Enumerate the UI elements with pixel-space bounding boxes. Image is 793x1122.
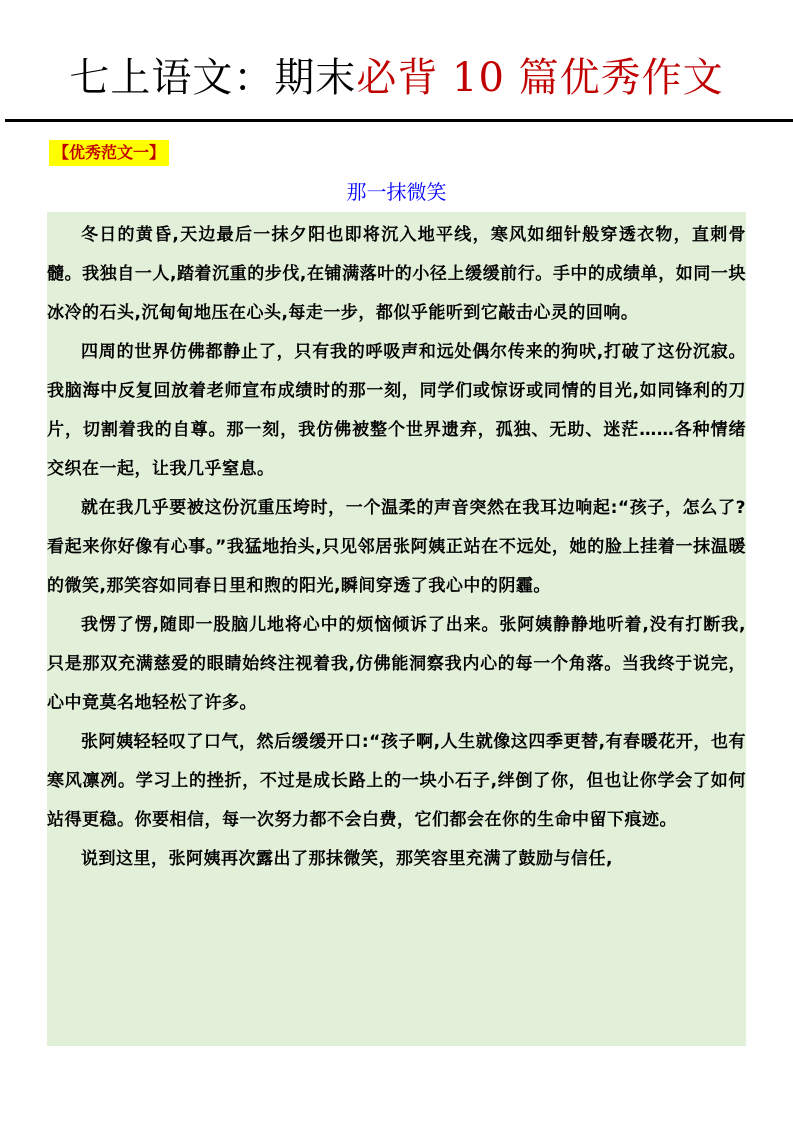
- title-divider: [5, 119, 793, 122]
- essay-paragraph-3: 就在我几乎要被这份沉重压垮时，一个温柔的声音突然在我耳边响起:“孩子，怎么了?看起来你好像有心事。”我猛地抬头,只见邻居张阿姨正站在不远处，她的脸上挂着一抹温暖的微笑,那笑容如同春日里和煦的阳光,瞬间穿透了我心中的阴霾。: [47, 498, 746, 596]
- essay-body: [47, 212, 746, 1046]
- essay-paragraph-1: 冬日的黄昏,天边最后一抹夕阳也即将沉入地平线，寒风如细针般穿透衣物，直刺骨髓。我独自一人,踏着沉重的步伐,在铺满落叶的小径上缓缓前行。手中的成绩单，如同一块冰冷的石头,沉甸甸地压在心头,每走一步，都似乎能听到它敲击心灵的回响。: [47, 225, 746, 323]
- page-title-red: 必背 10 篇优秀作文: [356, 55, 724, 101]
- essay-paragraph-6: 说到这里，张阿姨再次露出了那抹微笑，那笑容里充满了鼓励与信任,: [81, 849, 613, 869]
- essay-title: 那一抹微笑: [346, 180, 447, 204]
- essay-paragraph-4: 我愣了愣,随即一股脑儿地将心中的烦恼倾诉了出来。张阿姨静静地听着,没有打断我,只是那双充满慈爱的眼睛始终注视着我,仿佛能洞察我内心的每一个角落。当我终于说完，心中竟莫名地轻松了许多。: [47, 615, 746, 713]
- page-title: [0, 50, 793, 106]
- essay-paragraph-2: 四周的世界仿佛都静止了，只有我的呼吸声和远处偶尔传来的狗吠,打破了这份沉寂。我脑海中反复回放着老师宣布成绩时的那一刻，同学们或惊讶或同情的目光,如同锋利的刀片，切割着我的自尊。那一刻，我仿佛被整个世界遗弃，孤独、无助、迷茫……各种情绪交织在一起，让我几乎窒息。: [47, 342, 746, 479]
- section-label: 【优秀范文一】: [49, 140, 169, 166]
- page-title-black: 七上语文：期末: [69, 55, 357, 101]
- essay-paragraph-5: 张阿姨轻轻叹了口气，然后缓缓开口:“孩子啊,人生就像这四季更替,有春暖花开，也有寒风凛冽。学习上的挫折，不过是成长路上的一块小石子,绊倒了你，但也让你学会了如何站得更稳。你要相信，每一次努力都不会白费，它们都会在你的生命中留下痕迹。: [47, 732, 746, 830]
